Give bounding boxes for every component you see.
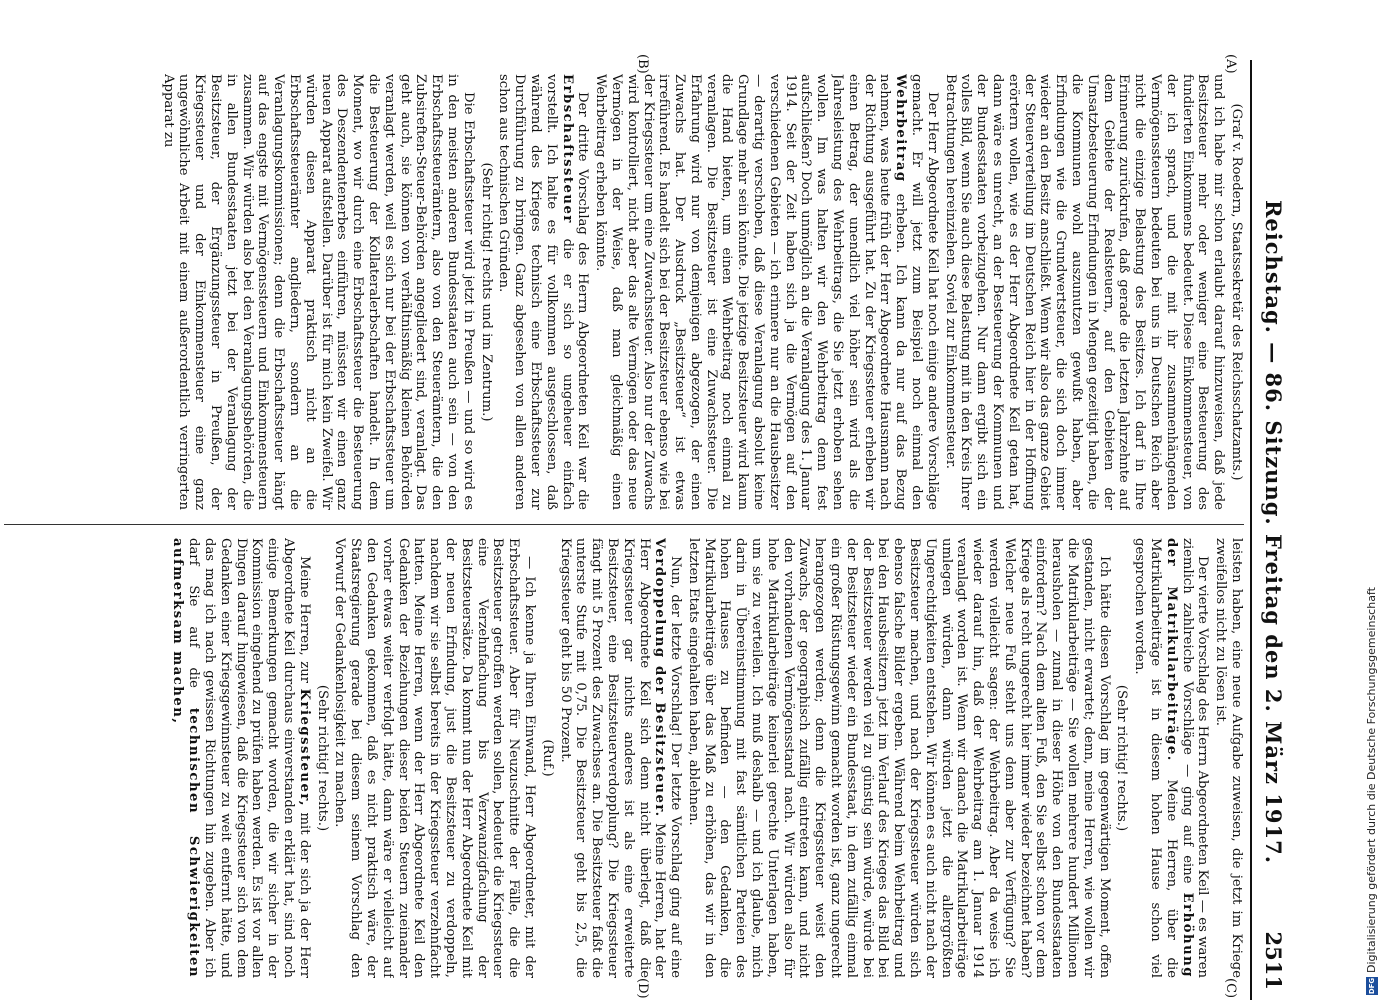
margin-mark-b: (B) [635, 54, 650, 74]
paragraph: — Ich kenne ja Ihren Einwand, Herr Abgeordneter, mit der Erbschaftssteuer. Aber für Neuzuschnitte der Fälle, die die Besitzsteuer getroffen werden sollen, bedeutet die Kriegssteuer eine Verzehnfachung bis Verzwanzigfachung der Besitzsteuersätze. Da kommt nun der Herr Abgeordnete Keil mit der neuen Erfindung, just die Besitzsteuer zu verdoppeln, nachdem wir sie selbst bereits in der Kriegssteuer verzehnfacht hatten. Meine Herren, wenn der Herr Abgeordnete Keil den Gedanken der Beziehungen dieser beiden Steuern zueinander vorher etwas weiter verfolgt hätte, dann wäre er vielleicht auf den Gedanken gekommen, daß es nicht praktisch wäre, der Staatsregierung gerade bei diesem seinem Vorschlag den Vorwurf der Gedankenlosigkeit zu machen. [332, 538, 537, 978]
paragraph: Der Herr Abgeordnete Keil hat noch einige andere Vorschläge gemacht. Er will jetzt zum Beispiel noch einmal den Wehrbeitrag erheben. Ich kann da nur auf das Bezug nehmen, was heute früh der Herr Abgeordnete Hausmann nach der Richtung ausgeführt hat. Zu der Kriegssteuer erheben wir einen Betrag, der unendlich viel höher sein wird als die Jahresleistung des Wehrbeitrags, die Sie jetzt erhoben sehen wollen. Im was halten wir den Wehrbeitrag denn fest aufschließen? Doch unmöglich an die Veranlagung des 1. Januar 1914. Seit der Zeit haben sich ja die Vermögen auf den verschiedenen Gebieten — ich erinnere nur an die Hausbesitzer — derartig verschoben, daß diese Veranlagung absolut keine Grundlage mehr sein könnte. Die jetzige Besitzsteuer wird kaum die Hand bieten, um einen Wehrbeitrag noch einmal zu veranlagen. Die Besitzsteuer ist eine Zuwachssteuer. Die Erfahrung wird nur von demjenigen abgezogen, der einen Zuwachs hat. Der Ausdruck „Besitzsteuer“ ist etwas irreführend. Es handelt sich bei der Besitzsteuer ebenso wie bei der Kriegssteuer um eine Zuwachssteuer. Also nur der Zuwachs wird kontrolliert, nicht aber das alte Vermögen oder das neue Vermögen in der Weise, daß man gleichmäßig einen Wehrbeitrag erheben könnte. [593, 74, 940, 510]
margin-mark-c: (C) [1223, 978, 1238, 999]
header-page-number: 2511 [1261, 931, 1286, 990]
speaker-intro: (Graf v. Roedern, Staatssekretär des Reichsschatzamts.) [1229, 103, 1244, 481]
interjection: (Sehr richtig! rechts.) [1114, 684, 1130, 832]
paragraph: Die Erbschaftssteuer wird jetzt in Preußen — und so wird es in den meisten anderen Bundesstaaten auch sein — von den Erbschaftssteuerämtern, also von den Steuerämtern, die den Zubsireften-Steuer-Behörden angegliedert sind, veranlagt. Das geht auch, sie können von verhältnismäßig kleinen Behörden veranlagt werden, weil es sich nur bei der Erbschaftssteuer um die Besteuerung der Kollateralerbschaften handelt. In dem Moment, wo wir durch eine Erbschaftssteuer die Besteuerung des Deszendentenerbes einführen, müssten wir einen ganz neuen Apparat aufstellen. Darüber ist für mich kein Zweifel. Wir würden diesen Apparat praktisch nicht an die Erbschaftssteuerämter angliedern, sondern an die Veranlagungskommissionen; denn die Erbschaftssteuer hängt auf das engste mit Vermögenssteuern und Einkommensteuern zusammen. Wir würden also bei den Veranlagungsbehörden, die in allen Bundesstaaten jetzt bei der Veranlagung der Besitzsteuer, der Ergänzungssteuer in Preußen, der Kriegssteuer und der Einkommensteuer eine ganz ungewöhnliche Arbeit mit einem außerordentlich verringerten Apparat zu [160, 74, 476, 510]
paragraph: Der dritte Vorschlag des Herrn Abgeordneten Keil war die Erbschaftssteuer die er sich so ungeheuer einfach vorstellt. Ich halte es für vollkommen ausgeschlossen, daß während des Krieges technisch eine Erbschaftssteuer zur Durchführung zu bringen. Ganz abgesehen von allen anderen schon aus technischen Gründen. [496, 74, 591, 510]
funding-credit: Digitalisierung gefördert durch die Deutsche Forschungsgemeinschaft [1365, 587, 1378, 973]
header-rule [1250, 60, 1252, 1000]
dfg-logo-icon: DFG [1368, 977, 1376, 995]
column-divider [4, 524, 1244, 525]
paragraph: und ich habe mir schon erlaubt darauf hinzuweisen, daß jede Besitzsteuer mehr oder weniger eine Besteuerung des fundierten Einkommens bedeutet. Diese Einkommensteuer, von der ich sprach, und die mit ihr zusammenhängenden Vermögenssteuern bedeuten bei uns in Deutschen Reich aber nicht die einzige Belastung des Besitzes. Ich darf in Ihre Erinnerung zurückrufen, daß gerade die letzten Jahrzehnte auf dem Gebiete der Realsteuern, auf den Gebieten der Umsatzbesteuerung Erfindungen in Mengen gezeitigt haben, die die Kommunen wohl auszunutzen gewußt haben, aber Erfindungen wie die Grundwertsteuer, die sich doch immer wieder an den Besitz anschließt. Wenn wir also das ganze Gebiet der Steuerverteilung im Deutschen Reich hier in der Hoffnung erörtern wollen, wie es der Herr Abgeordnete Keil getan hat, dann wäre es unrecht, an der Besteuerung der Kommunen und der Bundesstaaten vorbeizugehen. Nur dann ergibt sich ein volles Bild, wenn Sie auch diese Belastung mit in den Kreis Ihrer Betrachtungen hereinziehen. Soviel zur Einkommensteuer. [942, 74, 1227, 510]
interjection: (Ruf.) [539, 739, 555, 777]
interjection: (Sehr richtig! rechts und im Zentrum.) [478, 162, 494, 422]
right-column [0, 538, 1244, 978]
document-page [0, 54, 1290, 1000]
emphasis: technischen Schwierigkeiten aufmerksam machen, [170, 538, 202, 978]
margin-mark-d: (D) [635, 978, 650, 999]
funding-credit-strip [1358, 0, 1382, 1000]
left-column [0, 74, 1244, 510]
paragraph: Meine Herren, zur Kriegssteuer, mit der sich ja der Herr Abgeordnete Keil durchaus einverstanden erklärt hat, sind noch einige Bemerkungen gemacht worden, die wir sicher in der Kommission eingehend zu prüfen haben werden. Es ist vor allen Dingen darauf hingewiesen, daß die Kriegssteuer sich von dem Gedanken einer Kriegsgewinnsteuer zu weit entfernt hätte, und das mag ich nach gewissen Richtungen hin zugeben. Aber ich darf Sie auf die technischen Schwierigkeiten aufmerksam machen, [170, 538, 312, 978]
emphasis: Wehrbeitrag [893, 74, 909, 183]
emphasis: Verdoppelung der Besitzsteuer. [652, 538, 668, 818]
paragraph: Ich hätte diesen Vorschlag im gegenwärtigen Moment, offen gestanden, nicht erwartet; denn, meine Herren, wie wollen wir die Matrikularbeiträge — Sie wollen mehrere hundert Millionen herausholen — zumal in dieser Höhe von den Bundesstaaten einfordern? Nach dem alten Fuß, den Sie selbst schon vor dem Kriege als recht ungerecht hier immer wieder bezeichnet haben? Welcher neue Fuß steht uns denn aber zur Verfügung? Sie werden vielleicht sagen: der Wehrbeitrag. Aber da weise ich wieder darauf hin, daß der Wehrbeitrag am 1. Januar 1914 veranlagt worden ist. Wenn wir danach die Matrikularbeiträge umlegen würden, dann würden jetzt die allergrößten Ungerechtigkeiten entstehen. Wir können es auch nicht nach der Besitzsteuer machen, und nach der Kriegssteuer würden sich ebenso falsche Bilder ergeben. Während beim Wehrbeitrag und bei den Hausbesitzern jetzt im Verlauf des Krieges das Bild bei der Besitzsteuer werden viel zu günstig sein würde, würde bei der Besitzsteuer wieder ein Bundesstaat, in dem zufällig einmal ein großer Rüstungsgewinn gemacht worden ist, ganz ungerecht herangezogen werden; denn die Kriegssteuer weist den Zuwachs, der geographisch zufällig eintreten kann, und nicht den vorhandenen Vermögensstand nach. Wir würden also für hohe Matrikularbeiträge keinerlei gerechte Unterlagen haben, um sie zu verteilen. Ich muß deshalb — und ich glaube, mich darin in Übereinstimmung mit fast sämtlichen Parteien des hohen Hauses zu befinden — den Gedanken, die Matrikularbeiträge über das Maß zu erhöhen, das wir in den letzten Etats eingehalten haben, ablehnen. [685, 538, 1112, 978]
header-title: Reichstag. — 86. Sitzung. Freitag den 2. März 1917. [1261, 199, 1286, 865]
paragraph: Nun, der letzte Vorschlag! Der letzte Vorschlag ging auf eine Verdoppelung der Besitzsteuer. Meine Herren, hat der Herr Abgeordnete Keil sich denn nicht überlegt, daß die Kriegssteuer gar nichts anderes ist als eine erweiterte Besitzsteuer, eine Besitzsteuerverdopplung? Die Kriegssteuer fängt mit 5 Prozent des Zuwachses an. Die Besitzsteuer faßt die unterste Stufe mit 0,75. Die Besitzsteuer geht bis 2,5, die Kriegssteuer geht bis 50 Prozent. [557, 538, 684, 978]
margin-mark-a: (A) [1223, 54, 1238, 74]
interjection: (Sehr richtig! rechts.) [314, 684, 330, 832]
paragraph: Der vierte Vorschlag des Herrn Abgeordneten Keil — es waren ziemlich zahlreiche Vorschläge — ging auf eine Erhöhung der Matrikularbeiträge. Meine Herren, über die Matrikularbeiträge ist in diesem hohen Hause schon viel gesprochen worden. [1132, 538, 1211, 978]
emphasis: Erhöhung der Matrikularbeiträge. [1163, 538, 1195, 978]
emphasis: Kriegssteuer, [296, 688, 312, 807]
paragraph: leisten haben, eine neue Aufgabe zuweisen, die jetzt im Kriege zweifellos nicht zu lösen ist. [1213, 538, 1244, 978]
page-header [1252, 74, 1286, 990]
emphasis: Erbschaftssteuer [559, 74, 575, 224]
